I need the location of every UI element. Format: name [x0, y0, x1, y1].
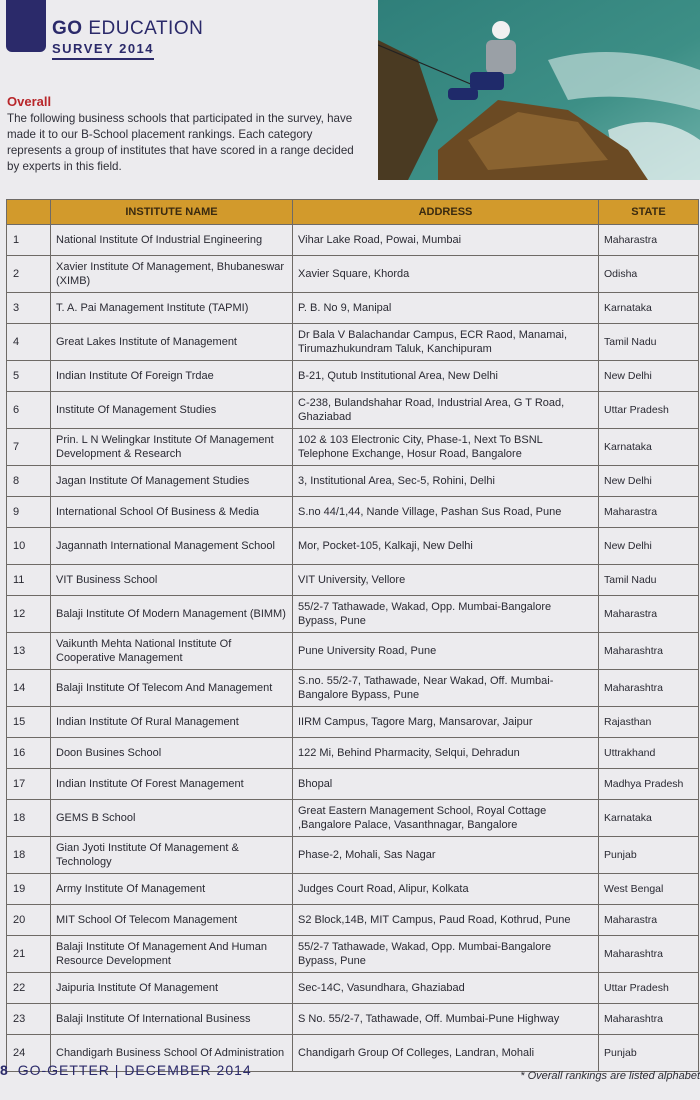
rank-cell: 20: [7, 905, 51, 936]
state-cell: Tamil Nadu: [599, 565, 699, 596]
institute-cell: National Institute Of Industrial Engineering: [51, 225, 293, 256]
institute-cell: MIT School Of Telecom Management: [51, 905, 293, 936]
table-header-row: [7, 200, 699, 225]
table-row: [7, 324, 699, 361]
address-cell: Chandigarh Group Of Colleges, Landran, Mohali: [293, 1035, 599, 1072]
footnote: * Overall rankings are listed alphabet: [520, 1070, 700, 1082]
table-row: [7, 429, 699, 466]
intro-text: The following business schools that participated in the survey, have made it to our B-School placement rankings. Each category represents a group of institutes that have scored in a range decided by experts in this field.: [7, 112, 354, 173]
state-cell: Maharastra: [599, 497, 699, 528]
masthead-subtitle: SURVEY 2014: [52, 41, 154, 60]
address-cell: 55/2-7 Tathawade, Wakad, Opp. Mumbai-Bangalore Bypass, Pune: [293, 936, 599, 973]
address-cell: S No. 55/2-7, Tathawade, Off. Mumbai-Pune Highway: [293, 1004, 599, 1035]
rank-cell: 18: [7, 837, 51, 874]
institute-cell: Indian Institute Of Forest Management: [51, 769, 293, 800]
table-row: [7, 800, 699, 837]
institute-cell: T. A. Pai Management Institute (TAPMI): [51, 293, 293, 324]
institute-cell: Indian Institute Of Foreign Trdae: [51, 361, 293, 392]
rank-cell: 8: [7, 466, 51, 497]
rank-cell: 23: [7, 1004, 51, 1035]
address-cell: Xavier Square, Khorda: [293, 256, 599, 293]
table-row: [7, 392, 699, 429]
table-row: [7, 293, 699, 324]
table-row: [7, 225, 699, 256]
table-row: [7, 936, 699, 973]
address-cell: Great Eastern Management School, Royal Cottage ,Bangalore Palace, Vasanthnagar, Bangalore: [293, 800, 599, 837]
address-cell: Phase-2, Mohali, Sas Nagar: [293, 837, 599, 874]
rank-cell: 3: [7, 293, 51, 324]
rank-cell: 12: [7, 596, 51, 633]
state-cell: Karnataka: [599, 800, 699, 837]
state-cell: Karnataka: [599, 293, 699, 324]
state-cell: Maharashtra: [599, 633, 699, 670]
address-cell: S2 Block,14B, MIT Campus, Paud Road, Kothrud, Pune: [293, 905, 599, 936]
table-row: [7, 905, 699, 936]
masthead-title-bold: GO: [52, 18, 83, 39]
address-cell: 102 & 103 Electronic City, Phase-1, Next To BSNL Telephone Exchange, Hosur Road, Bangalore: [293, 429, 599, 466]
state-cell: Maharashtra: [599, 1004, 699, 1035]
table-row: [7, 361, 699, 392]
rank-cell: 1: [7, 225, 51, 256]
table-row: [7, 565, 699, 596]
address-cell: Judges Court Road, Alipur, Kolkata: [293, 874, 599, 905]
rank-cell: 13: [7, 633, 51, 670]
address-cell: Vihar Lake Road, Powai, Mumbai: [293, 225, 599, 256]
state-cell: Punjab: [599, 1035, 699, 1072]
institute-cell: Balaji Institute Of Management And Human Resource Development: [51, 936, 293, 973]
table-row: [7, 256, 699, 293]
state-cell: Uttar Pradesh: [599, 392, 699, 429]
address-cell: P. B. No 9, Manipal: [293, 293, 599, 324]
state-cell: Maharastra: [599, 596, 699, 633]
rank-cell: 24: [7, 1035, 51, 1072]
table-row: [7, 596, 699, 633]
address-cell: 122 Mi, Behind Pharmacity, Selqui, Dehradun: [293, 738, 599, 769]
institute-cell: GEMS B School: [51, 800, 293, 837]
address-cell: S.no. 55/2-7, Tathawade, Near Wakad, Off. Mumbai-Bangalore Bypass, Pune: [293, 670, 599, 707]
rank-cell: 14: [7, 670, 51, 707]
table-row: [7, 707, 699, 738]
table-row: [7, 633, 699, 670]
table-row: [7, 670, 699, 707]
institute-cell: Institute Of Management Studies: [51, 392, 293, 429]
state-cell: Odisha: [599, 256, 699, 293]
address-cell: Pune University Road, Pune: [293, 633, 599, 670]
institute-cell: Gian Jyoti Institute Of Management & Technology: [51, 837, 293, 874]
rank-cell: 11: [7, 565, 51, 596]
rank-cell: 6: [7, 392, 51, 429]
climber-photo-illustration: [378, 0, 700, 180]
table-row: [7, 973, 699, 1004]
state-cell: Karnataka: [599, 429, 699, 466]
header-address: ADDRESS: [293, 200, 599, 225]
corner-tab: [6, 0, 46, 52]
table-row: [7, 497, 699, 528]
institute-cell: Xavier Institute Of Management, Bhubaneswar (XIMB): [51, 256, 293, 293]
rank-cell: 19: [7, 874, 51, 905]
institute-cell: International School Of Business & Media: [51, 497, 293, 528]
state-cell: New Delhi: [599, 361, 699, 392]
rank-cell: 2: [7, 256, 51, 293]
table-row: [7, 874, 699, 905]
rank-cell: 5: [7, 361, 51, 392]
rank-cell: 21: [7, 936, 51, 973]
address-cell: Dr Bala V Balachandar Campus, ECR Raod, Manamai, Tirumazhukundram Taluk, Kanchipuram: [293, 324, 599, 361]
address-cell: 55/2-7 Tathawade, Wakad, Opp. Mumbai-Bangalore Bypass, Pune: [293, 596, 599, 633]
institute-cell: Balaji Institute Of International Business: [51, 1004, 293, 1035]
table-row: [7, 1004, 699, 1035]
institute-cell: Doon Busines School: [51, 738, 293, 769]
intro-section: [7, 94, 369, 175]
state-cell: Rajasthan: [599, 707, 699, 738]
state-cell: Tamil Nadu: [599, 324, 699, 361]
state-cell: Punjab: [599, 837, 699, 874]
header-state: STATE: [599, 200, 699, 225]
institute-cell: Great Lakes Institute of Management: [51, 324, 293, 361]
state-cell: Uttrakhand: [599, 738, 699, 769]
climber-photo: [378, 0, 700, 180]
table-row: [7, 769, 699, 800]
rank-cell: 22: [7, 973, 51, 1004]
institute-cell: Vaikunth Mehta National Institute Of Cooperative Management: [51, 633, 293, 670]
rank-cell: 15: [7, 707, 51, 738]
address-cell: C-238, Bulandshahar Road, Industrial Area, G T Road, Ghaziabad: [293, 392, 599, 429]
rankings-table: [6, 199, 699, 1072]
rank-cell: 4: [7, 324, 51, 361]
rank-cell: 18: [7, 800, 51, 837]
institute-cell: Jagan Institute Of Management Studies: [51, 466, 293, 497]
institute-cell: Jagannath International Management School: [51, 528, 293, 565]
institute-cell: Indian Institute Of Rural Management: [51, 707, 293, 738]
intro-heading: Overall: [7, 94, 52, 109]
address-cell: Bhopal: [293, 769, 599, 800]
address-cell: 3, Institutional Area, Sec-5, Rohini, Delhi: [293, 466, 599, 497]
institute-cell: Army Institute Of Management: [51, 874, 293, 905]
institute-cell: Jaipuria Institute Of Management: [51, 973, 293, 1004]
masthead: [52, 18, 203, 60]
magazine-issue: GO-GETTER | DECEMBER 2014: [17, 1062, 252, 1078]
institute-cell: Balaji Institute Of Telecom And Management: [51, 670, 293, 707]
table-row: [7, 837, 699, 874]
address-cell: VIT University, Vellore: [293, 565, 599, 596]
table-row: [7, 528, 699, 565]
institute-cell: Balaji Institute Of Modern Management (BIMM): [51, 596, 293, 633]
page-number: 8: [0, 1062, 9, 1078]
state-cell: Maharashtra: [599, 936, 699, 973]
institute-cell: Prin. L N Welingkar Institute Of Management Development & Research: [51, 429, 293, 466]
rank-cell: 17: [7, 769, 51, 800]
address-cell: S.no 44/1,44, Nande Village, Pashan Sus Road, Pune: [293, 497, 599, 528]
page-footer: [0, 1062, 252, 1078]
address-cell: Mor, Pocket-105, Kalkaji, New Delhi: [293, 528, 599, 565]
rank-cell: 7: [7, 429, 51, 466]
rank-cell: 16: [7, 738, 51, 769]
masthead-title: [52, 18, 203, 40]
state-cell: Madhya Pradesh: [599, 769, 699, 800]
rank-cell: 10: [7, 528, 51, 565]
address-cell: B-21, Qutub Institutional Area, New Delhi: [293, 361, 599, 392]
header-institute-name: INSTITUTE NAME: [51, 200, 293, 225]
address-cell: Sec-14C, Vasundhara, Ghaziabad: [293, 973, 599, 1004]
table-row: [7, 738, 699, 769]
header-rank: [7, 200, 51, 225]
state-cell: New Delhi: [599, 528, 699, 565]
masthead-title-rest: EDUCATION: [88, 18, 204, 39]
state-cell: New Delhi: [599, 466, 699, 497]
state-cell: West Bengal: [599, 874, 699, 905]
state-cell: Uttar Pradesh: [599, 973, 699, 1004]
institute-cell: Chandigarh Business School Of Administration: [51, 1035, 293, 1072]
address-cell: IIRM Campus, Tagore Marg, Mansarovar, Jaipur: [293, 707, 599, 738]
table-row: [7, 466, 699, 497]
state-cell: Maharastra: [599, 225, 699, 256]
state-cell: Maharastra: [599, 905, 699, 936]
institute-cell: VIT Business School: [51, 565, 293, 596]
rank-cell: 9: [7, 497, 51, 528]
state-cell: Maharashtra: [599, 670, 699, 707]
